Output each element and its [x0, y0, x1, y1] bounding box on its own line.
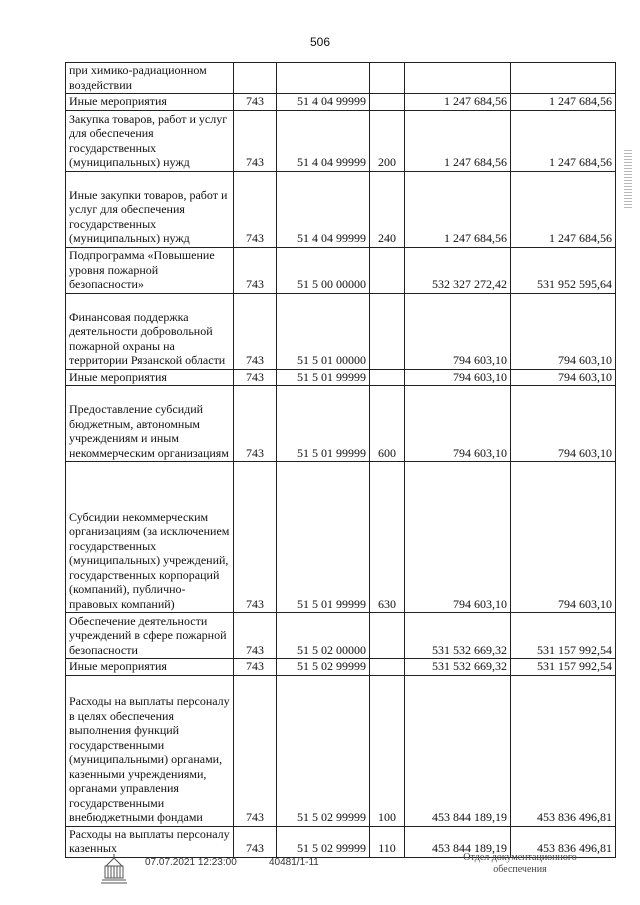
- row-name: Финансовая поддержка деятельности добровольной пожарной охраны на территории Рязанской области: [66, 293, 234, 369]
- amount-year-1: [405, 63, 511, 94]
- row-name: Расходы на выплаты персоналу казенных: [66, 826, 234, 857]
- row-name: Иные закупки товаров, работ и услуг для обеспечения государственных (муниципальных) нужд: [66, 171, 234, 247]
- ministry-code: 743: [234, 247, 277, 293]
- expense-type-code: 630: [370, 462, 405, 613]
- amount-year-2: 531 157 992,54: [511, 659, 616, 676]
- ministry-code: 743: [234, 613, 277, 659]
- target-article-code: 51 5 01 99999: [277, 369, 370, 386]
- target-article-code: 51 4 04 99999: [277, 94, 370, 111]
- scan-edge-mark: [624, 150, 632, 210]
- amount-year-1: 1 247 684,56: [405, 94, 511, 111]
- expense-type-code: 600: [370, 386, 405, 462]
- table-row: [66, 675, 616, 826]
- expense-type-code: 240: [370, 171, 405, 247]
- ministry-code: 743: [234, 110, 277, 171]
- target-article-code: 51 5 02 00000: [277, 613, 370, 659]
- amount-year-1: 794 603,10: [405, 293, 511, 369]
- amount-year-2: 794 603,10: [511, 386, 616, 462]
- amount-year-2: [511, 63, 616, 94]
- amount-year-2: 1 247 684,56: [511, 171, 616, 247]
- amount-year-1: 453 844 189,19: [405, 675, 511, 826]
- footer-datetime: 07.07.2021 12:23:00: [145, 857, 237, 868]
- row-name: Иные мероприятия: [66, 659, 234, 676]
- target-article-code: 51 5 02 99999: [277, 659, 370, 676]
- ministry-code: [234, 63, 277, 94]
- table-row: [66, 247, 616, 293]
- ministry-code: 743: [234, 369, 277, 386]
- amount-year-2: 1 247 684,56: [511, 94, 616, 111]
- ministry-code: 743: [234, 659, 277, 676]
- expense-type-code: [370, 94, 405, 111]
- amount-year-2: 453 836 496,81: [511, 675, 616, 826]
- row-name: Подпрограмма «Повышение уровня пожарной безопасности»: [66, 247, 234, 293]
- amount-year-2: 531 157 992,54: [511, 613, 616, 659]
- row-name: Иные мероприятия: [66, 94, 234, 111]
- table-row: [66, 386, 616, 462]
- footer-doc-number: 40481/1-11: [269, 857, 319, 868]
- ministry-code: 743: [234, 675, 277, 826]
- row-name: Иные мероприятия: [66, 369, 234, 386]
- target-article-code: 51 5 01 99999: [277, 462, 370, 613]
- target-article-code: 51 4 04 99999: [277, 171, 370, 247]
- amount-year-1: 1 247 684,56: [405, 110, 511, 171]
- row-name: Предоставление субсидий бюджетным, автономным учреждениям и иным некоммерческим организациям: [66, 386, 234, 462]
- amount-year-1: 453 844 189,19: [405, 826, 511, 857]
- ministry-code: 743: [234, 386, 277, 462]
- expense-type-code: [370, 659, 405, 676]
- ministry-code: 743: [234, 171, 277, 247]
- expense-type-code: [370, 293, 405, 369]
- target-article-code: 51 5 02 99999: [277, 675, 370, 826]
- table-row: [66, 63, 616, 94]
- table-row: [66, 94, 616, 111]
- page-footer: [0, 852, 640, 892]
- table-row: [66, 293, 616, 369]
- amount-year-2: 1 247 684,56: [511, 110, 616, 171]
- amount-year-2: 794 603,10: [511, 293, 616, 369]
- expense-type-code: 110: [370, 826, 405, 857]
- expense-type-code: [370, 613, 405, 659]
- target-article-code: 51 4 04 99999: [277, 110, 370, 171]
- department-stamp: Отдел документационного обеспечения: [463, 852, 577, 875]
- expense-type-code: 100: [370, 675, 405, 826]
- row-name: Субсидии некоммерческим организациям (за исключением государственных (муниципальных) учреждений, государственных корпораций (компаний), публично-правовых компаний): [66, 462, 234, 613]
- ministry-code: 743: [234, 826, 277, 857]
- ministry-code: 743: [234, 462, 277, 613]
- amount-year-2: 794 603,10: [511, 369, 616, 386]
- duma-logo-icon: [96, 852, 132, 886]
- amount-year-1: 532 327 272,42: [405, 247, 511, 293]
- target-article-code: 51 5 02 99999: [277, 826, 370, 857]
- amount-year-2: 794 603,10: [511, 462, 616, 613]
- target-article-code: 51 5 01 00000: [277, 293, 370, 369]
- row-name: Закупка товаров, работ и услуг для обеспечения государственных (муниципальных) нужд: [66, 110, 234, 171]
- amount-year-1: 794 603,10: [405, 369, 511, 386]
- budget-table: [65, 62, 616, 858]
- table-row: [66, 171, 616, 247]
- expense-type-code: 200: [370, 110, 405, 171]
- table-row: [66, 462, 616, 613]
- target-article-code: 51 5 00 00000: [277, 247, 370, 293]
- ministry-code: 743: [234, 293, 277, 369]
- page-number: 506: [309, 35, 331, 49]
- amount-year-1: 794 603,10: [405, 386, 511, 462]
- expense-type-code: [370, 63, 405, 94]
- amount-year-2: 453 836 496,81: [511, 826, 616, 857]
- row-name: Обеспечение деятельности учреждений в сфере пожарной безопасности: [66, 613, 234, 659]
- table-row: [66, 659, 616, 676]
- row-name: Расходы на выплаты персоналу в целях обеспечения выполнения функций государственными (муниципальными) органами, казенными учреждениями, органами управления государственными внебюджетными фондами: [66, 675, 234, 826]
- amount-year-1: 531 532 669,32: [405, 613, 511, 659]
- expense-type-code: [370, 247, 405, 293]
- row-name: при химико-радиационном воздействии: [66, 63, 234, 94]
- amount-year-2: 531 952 595,64: [511, 247, 616, 293]
- target-article-code: 51 5 01 99999: [277, 386, 370, 462]
- table-row: [66, 110, 616, 171]
- table-row: [66, 613, 616, 659]
- target-article-code: [277, 63, 370, 94]
- ministry-code: 743: [234, 94, 277, 111]
- amount-year-1: 531 532 669,32: [405, 659, 511, 676]
- expense-type-code: [370, 369, 405, 386]
- amount-year-1: 794 603,10: [405, 462, 511, 613]
- table-row: [66, 369, 616, 386]
- amount-year-1: 1 247 684,56: [405, 171, 511, 247]
